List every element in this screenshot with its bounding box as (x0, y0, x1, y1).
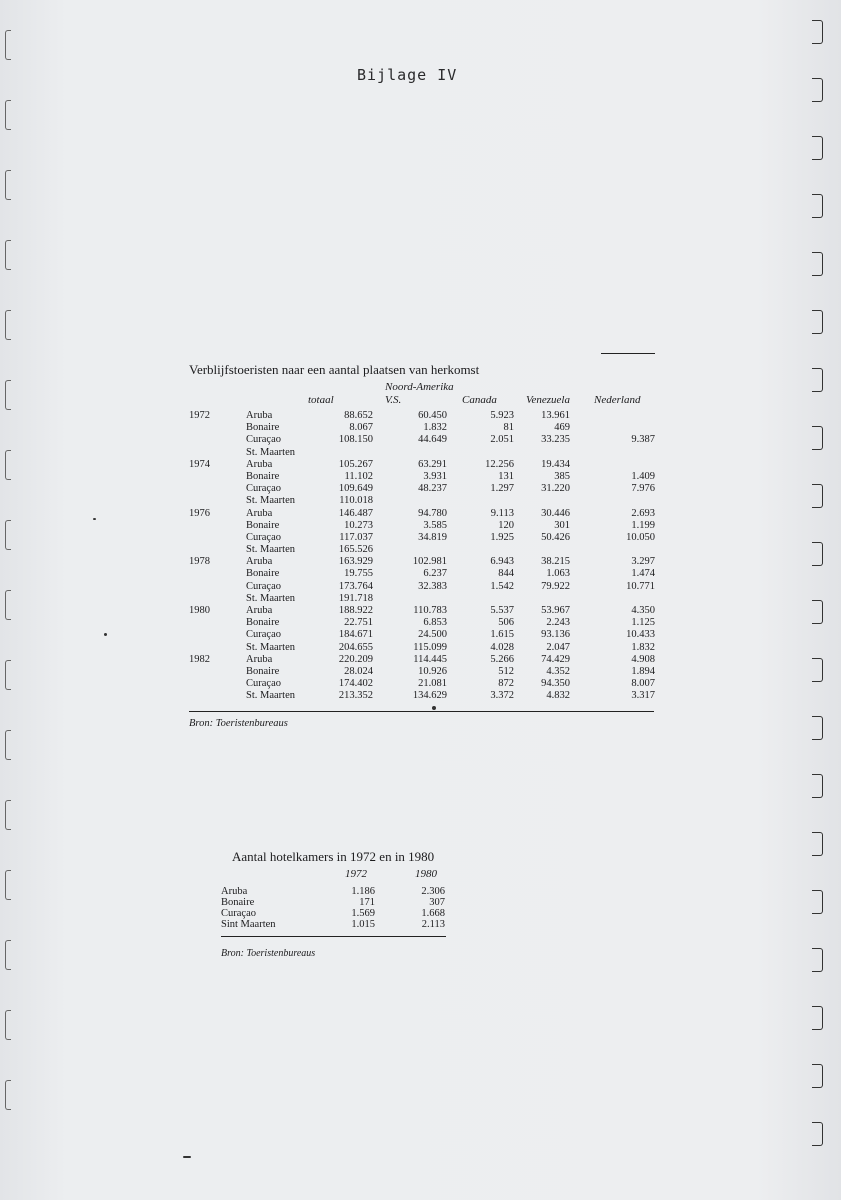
punch-hole (5, 30, 11, 60)
cell-canada: 6.943 (490, 556, 514, 568)
cell-venezuela: 53.967 (541, 605, 570, 616)
punch-hole (5, 940, 11, 970)
cell-totaal: 174.402 (338, 678, 373, 690)
table1-col-nederland: Nederland (594, 394, 641, 406)
cell-vs: 24.500 (418, 629, 447, 641)
punch-hole (5, 660, 11, 690)
table2-body (0, 886, 841, 930)
cell-vs: 34.819 (418, 531, 447, 543)
table2-source: Bron: Toeristenbureaus (221, 948, 316, 959)
cell-vs: 48.237 (418, 483, 447, 495)
binding-ring (812, 542, 823, 566)
row-island: Aruba (246, 653, 273, 665)
cell-totaal: 188.922 (338, 605, 373, 616)
cell-nederland: 3.317 (631, 690, 655, 702)
table1-body (0, 410, 841, 703)
cell-venezuela: 31.220 (541, 483, 570, 495)
cell-canada: 5.537 (490, 605, 514, 616)
punch-hole-marks (5, 30, 15, 1170)
cell-canada: 9.113 (490, 507, 514, 519)
binding-ring (812, 136, 823, 160)
cell-totaal: 28.024 (344, 665, 373, 677)
cell-vs: 134.629 (412, 690, 447, 702)
cell-totaal: 191.718 (338, 592, 373, 604)
binding-ring (812, 658, 823, 682)
binding-ring (812, 194, 823, 218)
cell-nederland: 1.474 (631, 568, 655, 580)
cell-1980: 307 (429, 897, 445, 908)
cell-venezuela: 1.063 (546, 568, 570, 580)
punch-hole (5, 380, 11, 410)
binding-ring (812, 890, 823, 914)
binding-ring (812, 252, 823, 276)
cell-canada: 872 (498, 678, 514, 690)
cell-venezuela: 2.047 (546, 641, 570, 653)
cell-totaal: 105.267 (338, 458, 373, 470)
table1-source: Bron: Toeristenbureaus (189, 718, 288, 729)
cell-nederland: 1.125 (631, 617, 655, 629)
cell-nederland: 10.433 (626, 629, 655, 641)
table-row (0, 495, 841, 507)
table-row (0, 447, 841, 459)
table-row (0, 919, 841, 930)
cell-1980: 1.668 (421, 908, 445, 919)
cell-nederland: 4.350 (631, 605, 655, 616)
cell-nederland: 8.007 (631, 678, 655, 690)
binding-ring (812, 600, 823, 624)
row-island: St. Maarten (246, 495, 295, 507)
binding-ring (812, 310, 823, 334)
table-row (0, 617, 841, 629)
cell-vs: 21.081 (418, 678, 447, 690)
cell-1980: 2.113 (421, 919, 445, 930)
row-island: Curaçao (246, 629, 281, 641)
table-row (0, 642, 841, 654)
cell-totaal: 10.273 (344, 519, 373, 531)
punch-hole (5, 520, 11, 550)
cell-nederland: 1.894 (631, 665, 655, 677)
table-row (0, 532, 841, 544)
row-island: Sint Maarten (221, 919, 276, 930)
row-island: St. Maarten (246, 592, 295, 604)
punch-hole (5, 870, 11, 900)
table-row (0, 666, 841, 678)
cell-vs: 44.649 (418, 434, 447, 446)
punch-hole (5, 590, 11, 620)
table2-col-1980: 1980 (415, 868, 437, 880)
table-row (0, 886, 841, 897)
cell-venezuela: 13.961 (541, 410, 570, 421)
row-island: St. Maarten (246, 641, 295, 653)
table-row (0, 508, 841, 520)
punch-hole (5, 450, 11, 480)
punch-hole (5, 240, 11, 270)
punch-hole (5, 170, 11, 200)
table-row (0, 593, 841, 605)
cell-venezuela: 4.832 (546, 690, 570, 702)
table-row (0, 544, 841, 556)
scan-speck (104, 633, 107, 636)
row-year: 1972 (189, 410, 210, 421)
binding-ring (812, 774, 823, 798)
cell-nederland: 4.908 (631, 653, 655, 665)
table-row (0, 434, 841, 446)
table-row (0, 459, 841, 471)
cell-canada: 3.372 (490, 690, 514, 702)
row-island: Aruba (221, 886, 248, 897)
cell-totaal: 110.018 (339, 495, 373, 507)
table1-group-header: Noord-Amerika (385, 381, 454, 393)
binding-ring (812, 426, 823, 450)
row-island: Aruba (246, 458, 273, 470)
cell-vs: 63.291 (418, 458, 447, 470)
table-row (0, 556, 841, 568)
row-island: Bonaire (246, 665, 280, 677)
cell-1980: 2.306 (421, 886, 445, 897)
table-row (0, 654, 841, 666)
table1-title: Verblijfstoeristen naar een aantal plaatsen van herkomst (189, 362, 480, 377)
cell-venezuela: 30.446 (541, 507, 570, 519)
row-island: Aruba (246, 410, 273, 421)
table-row (0, 422, 841, 434)
row-island: St. Maarten (246, 544, 295, 556)
cell-venezuela: 385 (554, 470, 570, 482)
cell-canada: 506 (498, 617, 514, 629)
cell-vs: 3.931 (423, 470, 447, 482)
table-row (0, 568, 841, 580)
cell-1972: 1.569 (351, 908, 375, 919)
cell-canada: 5.923 (490, 410, 514, 421)
cell-canada: 12.256 (485, 458, 514, 470)
cell-totaal: 213.352 (338, 690, 373, 702)
cell-totaal: 108.150 (338, 434, 373, 446)
cell-totaal: 19.755 (344, 568, 373, 580)
binding-ring (812, 1064, 823, 1088)
cell-vs: 115.099 (413, 641, 447, 653)
table-row (0, 471, 841, 483)
punch-hole (5, 1080, 11, 1110)
cell-totaal: 184.671 (338, 629, 373, 641)
table-row (0, 690, 841, 702)
table-row (0, 605, 841, 617)
table-row (0, 483, 841, 495)
cell-totaal: 146.487 (338, 507, 373, 519)
cell-venezuela: 93.136 (541, 629, 570, 641)
cell-canada: 81 (503, 422, 514, 434)
cell-venezuela: 74.429 (541, 653, 570, 665)
cell-totaal: 22.751 (344, 617, 373, 629)
cell-totaal: 88.652 (344, 410, 373, 421)
cell-totaal: 173.764 (338, 580, 373, 592)
cell-canada: 5.266 (490, 653, 514, 665)
row-island: Aruba (246, 605, 273, 616)
row-year: 1982 (189, 653, 210, 665)
punch-hole (5, 1010, 11, 1040)
cell-nederland: 1.409 (631, 470, 655, 482)
binding-ring (812, 716, 823, 740)
row-island: Bonaire (221, 897, 255, 908)
spiral-binding (812, 20, 830, 1180)
table1-col-totaal: totaal (308, 394, 334, 406)
cell-totaal: 117.037 (339, 531, 373, 543)
row-island: Aruba (246, 507, 273, 519)
table2-title: Aantal hotelkamers in 1972 en in 1980 (232, 849, 435, 864)
table1-col-venezuela: Venezuela (526, 394, 570, 406)
cell-1972: 171 (359, 897, 375, 908)
cell-venezuela: 79.922 (541, 580, 570, 592)
punch-hole (5, 730, 11, 760)
row-island: Bonaire (246, 422, 280, 434)
table1-col-canada: Canada (462, 394, 497, 406)
row-island: Curaçao (246, 580, 281, 592)
cell-nederland: 10.771 (626, 580, 655, 592)
punch-hole (5, 800, 11, 830)
row-island: Bonaire (246, 617, 280, 629)
row-island: Curaçao (246, 531, 281, 543)
scan-speck (183, 1156, 191, 1158)
row-island: St. Maarten (246, 690, 295, 702)
cell-vs: 60.450 (418, 410, 447, 421)
table2-col-1972: 1972 (345, 868, 367, 880)
row-year: 1978 (189, 556, 210, 568)
cell-venezuela: 4.352 (546, 665, 570, 677)
cell-canada: 1.297 (490, 483, 514, 495)
cell-1972: 1.015 (351, 919, 375, 930)
table-row (0, 897, 841, 908)
cell-totaal: 220.209 (338, 653, 373, 665)
cell-vs: 110.783 (413, 605, 447, 616)
binding-ring (812, 484, 823, 508)
cell-canada: 1.925 (490, 531, 514, 543)
cell-nederland: 2.693 (631, 507, 655, 519)
cell-nederland: 1.199 (631, 519, 655, 531)
row-island: Aruba (246, 556, 273, 568)
cell-nederland: 10.050 (626, 531, 655, 543)
cell-venezuela: 94.350 (541, 678, 570, 690)
cell-canada: 512 (498, 665, 514, 677)
cell-vs: 32.383 (418, 580, 447, 592)
binding-ring (812, 78, 823, 102)
table-row (0, 520, 841, 532)
short-rule (601, 353, 655, 354)
cell-nederland: 1.832 (631, 641, 655, 653)
cell-venezuela: 2.243 (546, 617, 570, 629)
cell-venezuela: 19.434 (541, 458, 570, 470)
punch-hole (5, 310, 11, 340)
cell-vs: 102.981 (412, 556, 447, 568)
scan-speck (93, 518, 96, 520)
binding-ring (812, 832, 823, 856)
cell-totaal: 8.067 (349, 422, 373, 434)
punch-hole (5, 100, 11, 130)
cell-1972: 1.186 (351, 886, 375, 897)
cell-venezuela: 33.235 (541, 434, 570, 446)
page-heading: Bijlage IV (357, 66, 458, 84)
cell-nederland: 7.976 (631, 483, 655, 495)
cell-venezuela: 469 (554, 422, 570, 434)
table-row (0, 629, 841, 641)
cell-vs: 1.832 (423, 422, 447, 434)
cell-totaal: 165.526 (338, 544, 373, 556)
cell-totaal: 163.929 (338, 556, 373, 568)
cell-totaal: 11.102 (344, 470, 373, 482)
cell-canada: 1.542 (490, 580, 514, 592)
cell-canada: 120 (498, 519, 514, 531)
row-island: Bonaire (246, 519, 280, 531)
cell-nederland: 3.297 (631, 556, 655, 568)
binding-ring (812, 1122, 823, 1146)
table1-col-vs: V.S. (385, 394, 402, 406)
cell-totaal: 109.649 (338, 483, 373, 495)
row-island: Curaçao (246, 678, 281, 690)
cell-vs: 3.585 (423, 519, 447, 531)
table2-bottom-rule (221, 936, 446, 937)
table-row (0, 410, 841, 422)
scan-speck (432, 706, 436, 710)
row-island: Curaçao (246, 483, 281, 495)
row-year: 1976 (189, 507, 210, 519)
row-island: Bonaire (246, 470, 280, 482)
binding-ring (812, 1006, 823, 1030)
cell-vs: 94.780 (418, 507, 447, 519)
cell-canada: 844 (498, 568, 514, 580)
table-row (0, 908, 841, 919)
row-year: 1974 (189, 458, 210, 470)
cell-canada: 131 (498, 470, 514, 482)
cell-venezuela: 38.215 (541, 556, 570, 568)
table-row (0, 581, 841, 593)
cell-vs: 10.926 (418, 665, 447, 677)
binding-ring (812, 948, 823, 972)
cell-venezuela: 50.426 (541, 531, 570, 543)
row-island: Bonaire (246, 568, 280, 580)
binding-ring (812, 20, 823, 44)
cell-canada: 2.051 (490, 434, 514, 446)
binding-ring (812, 368, 823, 392)
row-year: 1980 (189, 605, 210, 616)
cell-venezuela: 301 (554, 519, 570, 531)
cell-vs: 6.237 (423, 568, 447, 580)
cell-vs: 114.445 (413, 653, 447, 665)
cell-canada: 1.615 (490, 629, 514, 641)
row-island: St. Maarten (246, 446, 295, 458)
table-row (0, 678, 841, 690)
table1-bottom-rule (189, 711, 654, 712)
row-island: Curaçao (246, 434, 281, 446)
row-island: Curaçao (221, 908, 256, 919)
cell-totaal: 204.655 (338, 641, 373, 653)
cell-nederland: 9.387 (631, 434, 655, 446)
cell-vs: 6.853 (423, 617, 447, 629)
cell-canada: 4.028 (490, 641, 514, 653)
